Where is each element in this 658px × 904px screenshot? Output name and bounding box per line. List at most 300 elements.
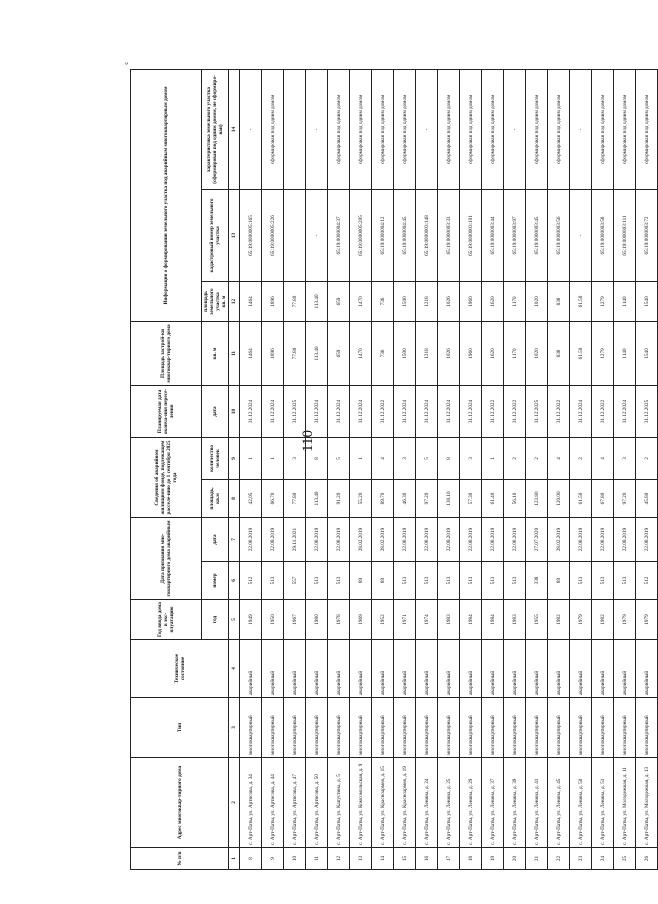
area-cell: 130.10 (438, 480, 460, 518)
row-number: 12 (328, 848, 350, 870)
cadastral-cell: 65:19:0000005:205 (350, 189, 372, 281)
row-number: 15 (394, 848, 416, 870)
address-cell: с. Арт-Паты, ул. Ленина, д. 50 (570, 758, 592, 848)
column-number: 8 (229, 480, 240, 518)
building-area-cell: 77.80 (284, 321, 306, 385)
condition-cell: аварийный (328, 640, 350, 698)
subheader-plan-date: дата (202, 385, 229, 437)
table-body (240, 69, 658, 869)
plan-date-cell: 31.12.2024 (328, 385, 350, 437)
type-cell: многоквартирный (350, 698, 372, 758)
decision-number-cell: 513 (504, 562, 526, 600)
address-cell: с. Арт-Паты, ул. Ленина, д. 29 (460, 758, 482, 848)
decision-date-cell: 28.02.2019 (350, 518, 372, 562)
decision-date-cell: 22.08.2019 (240, 518, 262, 562)
subheader-year: год (202, 600, 229, 640)
type-cell: многоквартирный (240, 698, 262, 758)
table-row (328, 69, 350, 869)
area-cell: 67.80 (592, 480, 614, 518)
land-area-cell: 838 (548, 281, 570, 321)
plan-date-cell: 31.12.2024 (460, 385, 482, 437)
row-number: 11 (306, 848, 328, 870)
decision-number-cell: 512 (240, 562, 262, 600)
condition-cell: аварийный (636, 640, 658, 698)
area-cell: 56.10 (504, 480, 526, 518)
land-area-cell: 1896 (262, 281, 284, 321)
table-row (592, 69, 614, 869)
decision-date-cell: 22.08.2019 (504, 518, 526, 562)
type-cell: многоквартирный (570, 698, 592, 758)
area-cell: 61.40 (482, 480, 504, 518)
address-cell: с. Арт-Паты, ул. Ленина, д. 24 (416, 758, 438, 848)
condition-cell: аварийный (284, 640, 306, 698)
decision-date-cell: 29.11.2021 (284, 518, 306, 562)
subheader-residents: количество человек (202, 437, 229, 479)
year-cell: 1955 (526, 600, 548, 640)
address-cell: с. Арт-Паты, ул. Ленина, д. 41 (526, 758, 548, 848)
decision-number-cell: 89 (548, 562, 570, 600)
plan-date-cell: 31.12.2024 (240, 385, 262, 437)
cadastral-cell: 65:19:0000003:56 (548, 189, 570, 281)
type-cell: многоквартирный (592, 698, 614, 758)
decision-number-cell: 513 (614, 562, 636, 600)
characteristic-cell: сформирован под одним домом (372, 69, 394, 189)
table-row (372, 69, 394, 869)
decision-number-cell: 89 (372, 562, 394, 600)
column-number: 6 (229, 562, 240, 600)
type-cell: многоквартирный (526, 698, 548, 758)
address-cell: с. Арт-Паты, ул. Молодежная, д. 11 (614, 758, 636, 848)
condition-cell: аварийный (614, 640, 636, 698)
land-area-cell: 1140 (614, 281, 636, 321)
subheader-cadastral: кадастровый номер земельного участка (202, 189, 229, 281)
land-area-cell: 1540 (636, 281, 658, 321)
plan-date-cell: 31.12.2024 (416, 385, 438, 437)
decision-date-cell: 22.08.2019 (394, 518, 416, 562)
row-number: 14 (372, 848, 394, 870)
decision-date-cell: 22.08.2019 (482, 518, 504, 562)
subheader-building-area: кв. м (202, 321, 229, 385)
residents-cell: 3 (460, 437, 482, 479)
year-cell: 1984 (460, 600, 482, 640)
condition-cell: аварийный (350, 640, 372, 698)
table-row (526, 69, 548, 869)
type-cell: многоквартирный (262, 698, 284, 758)
condition-cell: аварийный (416, 640, 438, 698)
plan-date-cell: 31.12.2024 (306, 385, 328, 437)
decision-date-cell: 22.08.2019 (636, 518, 658, 562)
subheader-characteristic: характеристика земельного участка (сформирован под одним домом, не сформиро-ван) (202, 69, 229, 189)
year-cell: 1952 (372, 600, 394, 640)
area-cell: 55.20 (350, 480, 372, 518)
area-cell: 57.30 (460, 480, 482, 518)
decision-number-cell: 338 (526, 562, 548, 600)
cadastral-cell: 65:19:0000004:12 (372, 189, 394, 281)
year-cell: 1979 (570, 600, 592, 640)
land-area-cell: 659 (328, 281, 350, 321)
decision-date-cell: 22.08.2019 (306, 518, 328, 562)
residents-cell: 4 (372, 437, 394, 479)
year-cell: 1950 (262, 600, 284, 640)
area-cell: 89.70 (372, 480, 394, 518)
type-cell: многоквартирный (504, 698, 526, 758)
decision-number-cell: 513 (394, 562, 416, 600)
year-cell: 1978 (328, 600, 350, 640)
decision-date-cell: 22.08.2019 (614, 518, 636, 562)
column-number: 13 (229, 189, 240, 281)
residents-cell: 5 (328, 437, 350, 479)
address-cell: с. Арт-Паты, ул. Ленина, д. 45 (548, 758, 570, 848)
residents-cell: 1 (262, 437, 284, 479)
plan-date-cell: 31.12.2025 (636, 385, 658, 437)
building-area-cell: 1170 (504, 321, 526, 385)
land-area-cell: 1500 (394, 281, 416, 321)
decision-date-cell: 22.08.2019 (570, 518, 592, 562)
address-cell: с. Арт-Паты, ул. Комсомольская, д. 9 (350, 758, 372, 848)
building-area-cell: 61.50 (570, 321, 592, 385)
type-cell: многоквартирный (482, 698, 504, 758)
area-cell: 113.40 (306, 480, 328, 518)
building-area-cell: 1020 (526, 321, 548, 385)
year-cell: 1979 (636, 600, 658, 640)
building-area-cell: 1026 (438, 321, 460, 385)
plan-date-cell: 31.12.2024 (262, 385, 284, 437)
row-number: 25 (614, 848, 636, 870)
building-area-cell: 659 (328, 321, 350, 385)
characteristic-cell: сформирован под одним домом (526, 69, 548, 189)
table-row (240, 69, 262, 869)
characteristic-cell: сформирован под одним домом (482, 69, 504, 189)
building-area-cell: 1540 (636, 321, 658, 385)
condition-cell: аварийный (548, 640, 570, 698)
cadastral-cell: 65:19:0000003:45 (526, 189, 548, 281)
cadastral-cell (284, 189, 306, 281)
residents-cell: 1 (482, 437, 504, 479)
condition-cell: аварийный (592, 640, 614, 698)
condition-cell: аварийный (570, 640, 592, 698)
area-cell: 42,05 (240, 480, 262, 518)
characteristic-cell: - (504, 69, 526, 189)
building-area-cell: 1140 (614, 321, 636, 385)
subheader-date: дата (202, 518, 229, 562)
column-number: 7 (229, 518, 240, 562)
decision-number-cell: 513 (570, 562, 592, 600)
area-cell: 77.80 (284, 480, 306, 518)
address-cell: с. Арт-Паты, ул. Артисова, д. 44 (262, 758, 284, 848)
column-number: 2 (229, 758, 240, 848)
cadastral-cell: 65:19:0000005:226 (262, 189, 284, 281)
condition-cell: аварийный (240, 640, 262, 698)
address-cell: с. Арт-Паты, ул. Артисова, д. 47 (284, 758, 306, 848)
characteristic-cell: - (240, 69, 262, 189)
year-cell: 1983 (504, 600, 526, 640)
table-row (636, 69, 658, 869)
row-number: 23 (570, 848, 592, 870)
column-number: 12 (229, 281, 240, 321)
type-cell: многоквартирный (636, 698, 658, 758)
header-num: № п/п (131, 848, 229, 870)
building-area-cell: 1464 (240, 321, 262, 385)
land-area-cell: 1464 (240, 281, 262, 321)
residents-cell: 1 (240, 437, 262, 479)
cadastral-cell: 65:19:0000004:37 (328, 189, 350, 281)
residents-cell: 4 (592, 437, 614, 479)
header-land-info: Информация о формировании земельного участка под аварийным многоквартирным домом (131, 69, 202, 321)
decision-date-cell: 22.08.2019 (438, 518, 460, 562)
table-row (394, 69, 416, 869)
condition-cell: аварийный (394, 640, 416, 698)
decision-number-cell: 513 (416, 562, 438, 600)
header-year: Год ввода дома в экс-плуатацию (131, 600, 202, 640)
cadastral-cell: 65:19:0000003:72 (636, 189, 658, 281)
residents-cell: 3 (284, 437, 306, 479)
year-cell: 1979 (614, 600, 636, 640)
year-cell: 1983 (438, 600, 460, 640)
area-cell: 123.80 (526, 480, 548, 518)
condition-cell: аварийный (504, 640, 526, 698)
year-cell: 1980 (306, 600, 328, 640)
land-area-cell: 1620 (482, 281, 504, 321)
condition-cell: аварийный (526, 640, 548, 698)
land-area-cell: 1020 (526, 281, 548, 321)
year-cell: 1971 (394, 600, 416, 640)
header-building-area: Площадь застрой-ки многоквар-тирного дома (131, 321, 202, 385)
decision-number-cell: 557 (284, 562, 306, 600)
cadastral-cell: 65:19:0000003:58 (592, 189, 614, 281)
building-area-cell: 838 (548, 321, 570, 385)
land-area-cell: 1170 (504, 281, 526, 321)
decision-number-cell: 513 (482, 562, 504, 600)
condition-cell: аварийный (482, 640, 504, 698)
row-number: 24 (592, 848, 614, 870)
table-row (284, 69, 306, 869)
type-cell: многоквартирный (416, 698, 438, 758)
row-number: 22 (548, 848, 570, 870)
year-cell: 1984 (482, 600, 504, 640)
condition-cell: аварийный (372, 640, 394, 698)
cadastral-cell: 65:19:0000003:101 (460, 189, 482, 281)
column-number: 5 (229, 600, 240, 640)
column-number: 1 (229, 848, 240, 870)
column-number: 4 (229, 640, 240, 698)
table-row (350, 69, 372, 869)
row-number: 26 (636, 848, 658, 870)
table-row (460, 69, 482, 869)
column-number: 14 (229, 69, 240, 189)
row-number: 9 (262, 848, 284, 870)
residents-cell: 2 (570, 437, 592, 479)
type-cell: многоквартирный (460, 698, 482, 758)
cadastral-cell: 65:19:0000003:148 (416, 189, 438, 281)
characteristic-cell: сформирован под одним домом (262, 69, 284, 189)
residents-cell: 5 (416, 437, 438, 479)
address-cell: с. Арт-Паты, ул. Ленина, д. 39 (504, 758, 526, 848)
address-cell: с. Арт-Паты, ул. Капустина, д. 5 (328, 758, 350, 848)
building-area-cell: 1279 (592, 321, 614, 385)
address-cell: с. Арт-Паты, ул. Красноармея, д. 15 (372, 758, 394, 848)
residents-cell: 2 (526, 437, 548, 479)
header-decision-date: Дата признания мно-гоквартирного дома аварийным (131, 518, 202, 600)
land-area-cell: 113.40 (306, 281, 328, 321)
row-number: 10 (284, 848, 306, 870)
plan-date-cell: 31.12.2022 (482, 385, 504, 437)
header-address: Адрес многоквар-тирного дома (131, 758, 229, 848)
cadastral-cell: 65:19:0000003:111 (614, 189, 636, 281)
row-number: 18 (460, 848, 482, 870)
cadastral-cell: 65:19:0000005:165 (240, 189, 262, 281)
building-area-cell: 1500 (394, 321, 416, 385)
address-cell: с. Арт-Паты, ул. Ленина, д. 25 (438, 758, 460, 848)
type-cell: многоквартирный (614, 698, 636, 758)
year-cell: 1982 (548, 600, 570, 640)
characteristic-cell: сформирован под одним домом (548, 69, 570, 189)
page-number: 110 (300, 430, 316, 452)
address-cell: с. Арт-Паты, ул. Артисова, д. 34 (240, 758, 262, 848)
characteristic-cell: сформирован под одним домом (438, 69, 460, 189)
decision-number-cell: 513 (262, 562, 284, 600)
table-row (504, 69, 526, 869)
land-area-cell: 1026 (438, 281, 460, 321)
land-area-cell: 1960 (460, 281, 482, 321)
table-row (438, 69, 460, 869)
cadastral-cell: - (306, 189, 328, 281)
decision-date-cell: 22.08.2019 (460, 518, 482, 562)
row-number: 17 (438, 848, 460, 870)
area-cell: 45.80 (636, 480, 658, 518)
cadastral-cell: 65:19:0000003:97 (504, 189, 526, 281)
year-cell: 1974 (416, 600, 438, 640)
column-number: 10 (229, 385, 240, 437)
row-number: 20 (504, 848, 526, 870)
characteristic-cell: сформирован под одним домом (350, 69, 372, 189)
plan-date-cell: 31.12.2024 (614, 385, 636, 437)
row-number: 8 (240, 848, 262, 870)
column-number: 3 (229, 698, 240, 758)
decision-number-cell: 513 (460, 562, 482, 600)
year-cell: 1982 (592, 600, 614, 640)
land-area-cell: 1470 (350, 281, 372, 321)
decision-date-cell: 27.07.2020 (526, 518, 548, 562)
building-area-cell: 1470 (350, 321, 372, 385)
address-cell: с. Арт-Паты, ул. Ленина, д. 51 (592, 758, 614, 848)
decision-number-cell: 513 (306, 562, 328, 600)
plan-date-cell: 31.12.2022 (372, 385, 394, 437)
decision-number-cell: 513 (438, 562, 460, 600)
land-area-cell: 736 (372, 281, 394, 321)
decision-date-cell: 22.08.2019 (592, 518, 614, 562)
plan-date-cell: 31.12.2024 (394, 385, 416, 437)
type-cell: многоквартирный (372, 698, 394, 758)
condition-cell: аварийный (438, 640, 460, 698)
cadastral-cell: - (570, 189, 592, 281)
cadastral-cell: 65:19:0000003:33 (438, 189, 460, 281)
land-area-cell: 1279 (592, 281, 614, 321)
land-area-cell: 77.80 (284, 281, 306, 321)
decision-number-cell: 512 (636, 562, 658, 600)
characteristic-cell: сформирован под одним домом (460, 69, 482, 189)
table-row (570, 69, 592, 869)
type-cell: многоквартирный (306, 698, 328, 758)
characteristic-cell (284, 69, 306, 189)
area-cell: 97.20 (614, 480, 636, 518)
residents-cell: 3 (394, 437, 416, 479)
decision-number-cell: 513 (592, 562, 614, 600)
year-cell: 1967 (284, 600, 306, 640)
characteristic-cell: сформирован под одним домом (328, 69, 350, 189)
characteristic-cell: - (570, 69, 592, 189)
corner-mark: с (124, 62, 130, 65)
row-number: 19 (482, 848, 504, 870)
residents-cell: 8 (306, 437, 328, 479)
building-area-cell: 1896 (262, 321, 284, 385)
plan-date-cell: 31.12.2025 (526, 385, 548, 437)
characteristic-cell: сформирован под одним домом (592, 69, 614, 189)
area-cell: 97.20 (416, 480, 438, 518)
plan-date-cell: 31.12.2022 (592, 385, 614, 437)
column-number: 11 (229, 321, 240, 385)
characteristic-cell: сформирован под одним домом (614, 69, 636, 189)
building-area-cell: 1620 (482, 321, 504, 385)
header-planned-date: Планируемая дата оконча-ния пересе-ления (131, 385, 202, 437)
area-cell: 120.00 (548, 480, 570, 518)
column-number: 9 (229, 437, 240, 479)
condition-cell: аварийный (262, 640, 284, 698)
subheader-number: номер (202, 562, 229, 600)
land-area-cell: 61.50 (570, 281, 592, 321)
header-fund-info: Сведения об аварийном жилищном фонде, подлежащем расселе-нию до 1 сентября 2025 года (131, 437, 202, 517)
type-cell: многоквартирный (284, 698, 306, 758)
type-cell: многоквартирный (548, 698, 570, 758)
decision-date-cell: 22.08.2019 (328, 518, 350, 562)
area-cell: 46.30 (394, 480, 416, 518)
table-row (614, 69, 636, 869)
rotated-table-container (124, 62, 650, 870)
residents-cell: 2 (636, 437, 658, 479)
table-row (548, 69, 570, 869)
area-cell: 91.20 (328, 480, 350, 518)
year-cell: 1969 (350, 600, 372, 640)
row-number: 16 (416, 848, 438, 870)
decision-date-cell: 28.02.2019 (372, 518, 394, 562)
decision-number-cell: 89 (350, 562, 372, 600)
characteristic-cell: сформирован под одним домом (636, 69, 658, 189)
land-area-cell: 1218 (416, 281, 438, 321)
table-row (482, 69, 504, 869)
characteristic-cell: сформирован под одним домом (394, 69, 416, 189)
emergency-housing-table (130, 69, 658, 870)
plan-date-cell: 31.12.2022 (504, 385, 526, 437)
residents-cell: 3 (614, 437, 636, 479)
subheader-area: площадь, кв.м (202, 480, 229, 518)
plan-date-cell: 31.12.2024 (570, 385, 592, 437)
residents-cell: 1 (350, 437, 372, 479)
address-cell: с. Арт-Паты, ул. Ленина, д. 37 (482, 758, 504, 848)
residents-cell: 4 (548, 437, 570, 479)
plan-date-cell: 31.12.2022 (548, 385, 570, 437)
building-area-cell: 113.40 (306, 321, 328, 385)
decision-number-cell: 513 (328, 562, 350, 600)
decision-date-cell: 22.08.2019 (262, 518, 284, 562)
table-row (306, 69, 328, 869)
area-cell: 66.70 (262, 480, 284, 518)
residents-cell: 2 (504, 437, 526, 479)
decision-date-cell: 28.02.2019 (548, 518, 570, 562)
column-number-row (229, 69, 240, 869)
building-area-cell: 1218 (416, 321, 438, 385)
row-number: 13 (350, 848, 372, 870)
row-number: 21 (526, 848, 548, 870)
plan-date-cell: 31.12.2024 (350, 385, 372, 437)
